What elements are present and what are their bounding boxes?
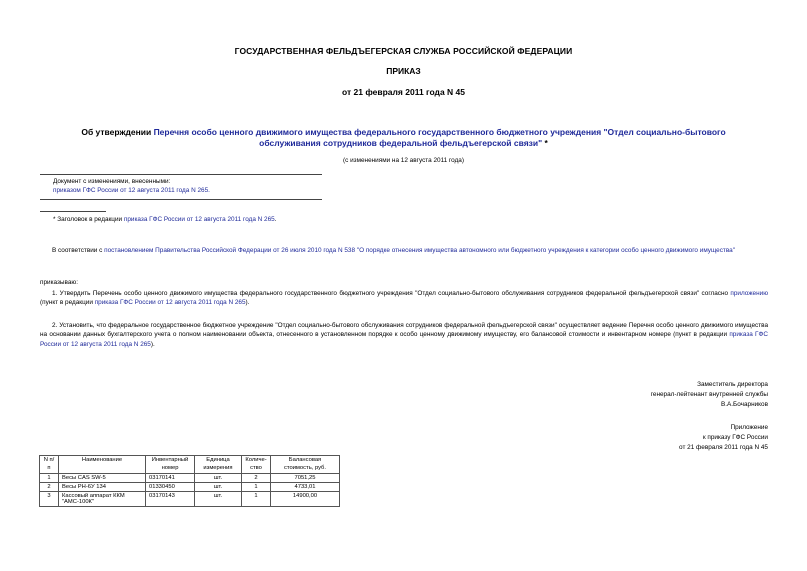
cell-number: 1: [40, 474, 59, 483]
cell-number: 2: [40, 483, 59, 492]
doc-type-heading: ПРИКАЗ: [386, 66, 421, 76]
cell-inventory: 03170143: [146, 492, 195, 507]
preamble-prefix: В соответствии с: [52, 247, 105, 254]
cell-number: 3: [40, 492, 59, 507]
cell-quantity: 1: [242, 492, 271, 507]
cell-quantity: 1: [242, 483, 271, 492]
table-header-row: [40, 456, 340, 474]
changes-note: (с изменениями на 12 августа 2011 года): [343, 157, 464, 164]
changes-box-bottom-line: [40, 199, 322, 200]
cell-name: Весы CAS SW-5: [59, 474, 146, 483]
item2-text1: 2. Установить, что федеральное государственное бюджетное учреждение "Отдел социально-бытового обслуживания сотрудников федеральной фельдъегерской связи" осуществляет ведение Перечня особо ценного движимого имущества на основании данных бухгалтерского учета о полном наименовании объекта, отнесенного в установленном порядке к особо ценному движимому имуществу, его балансовой стоимости и инвентарном номере (пункт в редакции: [40, 322, 768, 339]
footnote-link[interactable]: приказа ГФС России от 12 августа 2011 года N 265: [123, 216, 275, 223]
col-name-header: Наименование: [59, 456, 146, 474]
doc-date-number: от 21 февраля 2011 года N 45: [342, 87, 465, 97]
property-table: [39, 455, 340, 507]
item2-paragraph: [40, 321, 768, 349]
item2-amendment-link[interactable]: приказа ГФС России от 12 августа 2011 года N 265: [40, 331, 768, 348]
table-row: [40, 492, 340, 507]
cell-name: Весы РН-6У 134: [59, 483, 146, 492]
cell-inventory: 01330450: [146, 483, 195, 492]
changes-box-link[interactable]: приказом ГФС России от 12 августа 2011 года N 265.: [53, 187, 210, 194]
title-suffix: *: [542, 138, 548, 148]
cell-value: 7051,25: [271, 474, 340, 483]
footnote-prefix: * Заголовок в редакции: [53, 216, 124, 223]
item2-text2: ).: [150, 340, 155, 348]
cell-inventory: 03170141: [146, 474, 195, 483]
footnote: [53, 215, 277, 224]
appendix-title: Приложение: [730, 424, 768, 431]
col-unit-header: Единица измерения: [195, 456, 242, 474]
footnote-separator: [40, 211, 106, 212]
cell-value: 4733,01: [271, 483, 340, 492]
signature-name: В.А.Бочарников: [720, 401, 768, 408]
signature-block: [651, 380, 768, 410]
col-number-header: N п/п: [40, 456, 59, 474]
cell-unit: шт.: [195, 483, 242, 492]
table-row: [40, 483, 340, 492]
agency-heading: ГОСУДАРСТВЕННАЯ ФЕЛЬДЪЕГЕРСКАЯ СЛУЖБА РОССИЙСКОЙ ФЕДЕРАЦИИ: [234, 46, 573, 56]
signature-rank: генерал-лейтенант внутренней службы: [650, 391, 768, 398]
title-prefix: Об утверждении: [81, 127, 154, 137]
signature-position: Заместитель директора: [697, 381, 768, 388]
item1-paragraph: [40, 289, 768, 308]
col-quantity-header: Количе- ство: [242, 456, 271, 474]
item1-appendix-link[interactable]: приложению: [730, 290, 768, 297]
document-title: [50, 127, 757, 149]
table-row: [40, 474, 340, 483]
item1-amendment-link[interactable]: приказа ГФС России от 12 августа 2011 года N 265: [94, 299, 246, 307]
item1-text3: ).: [245, 299, 250, 307]
col-inventory-header: Инвентарный номер: [146, 456, 195, 474]
cell-name: Кассовый аппарат ККМ "АМС-100К": [59, 492, 146, 507]
title-link[interactable]: Перечня особо ценного движимого имущества федерального государственного бюджетного учреждения "Отдел социально-бытового обслуживания сотрудников федеральной фельдъегерской связи": [153, 127, 726, 148]
order-word: приказываю:: [40, 279, 78, 286]
cell-unit: шт.: [195, 474, 242, 483]
item1-text1: 1. Утвердить Перечень особо ценного движимого имущества федерального государственного бюджетного учреждения "Отдел социально-бытового обслуживания сотрудников федеральной фельдъегерской связи" согласно: [52, 290, 731, 297]
preamble-link[interactable]: постановлением Правительства Российской Федерации от 26 июля 2010 года N 538 "О порядке отнесения имущества автономного или бюджетного учреждения к категории особо ценного движимого имущества": [104, 247, 735, 254]
changes-box-label: Документ с изменениями, внесенными:: [53, 178, 171, 185]
cell-unit: шт.: [195, 492, 242, 507]
cell-value: 14900,00: [271, 492, 340, 507]
appendix-ref: к приказу ГФС России: [702, 434, 768, 441]
appendix-block: [679, 423, 768, 453]
footnote-suffix: .: [274, 216, 277, 223]
appendix-date: от 21 февраля 2011 года N 45: [679, 444, 768, 451]
col-value-header: Балансовая стоимость, руб.: [271, 456, 340, 474]
preamble-paragraph: [40, 246, 768, 255]
changes-box-top-line: [40, 174, 322, 175]
item1-text2: (пункт в редакции: [40, 299, 95, 307]
cell-quantity: 2: [242, 474, 271, 483]
